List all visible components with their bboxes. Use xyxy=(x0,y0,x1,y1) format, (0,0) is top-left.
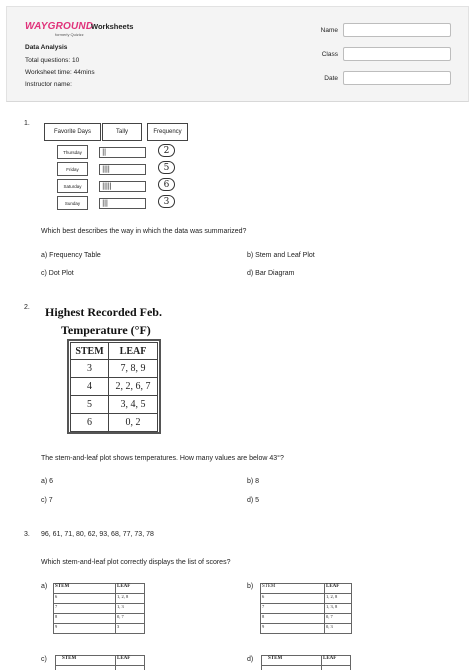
q1-frequency-circle: 6 xyxy=(158,178,175,191)
q3b-leaf-cell: 0, 3 xyxy=(325,624,352,634)
q3b-stem-cell: 8 xyxy=(261,614,325,624)
q2-leaf-cell: 2, 2, 6, 7 xyxy=(109,378,158,396)
q3a-stem-cell: 9 xyxy=(54,624,116,634)
q3b-stem-cell: 6 xyxy=(261,594,325,604)
wayground-logo xyxy=(25,20,94,40)
q1-option-c[interactable]: c) Dot Plot xyxy=(41,270,74,277)
q3a-stem-cell: 7 xyxy=(54,604,116,614)
q3-option-a-table[interactable] xyxy=(53,583,145,634)
date-label: Date xyxy=(324,75,338,82)
q1-header-tally: Tally xyxy=(102,123,142,141)
q3-question-text: Which stem-and-leaf plot correctly displays the list of scores? xyxy=(41,559,231,566)
q1-tally-cell: |||| xyxy=(99,164,146,175)
q3-option-b-table[interactable] xyxy=(260,583,352,634)
name-field[interactable] xyxy=(343,23,451,37)
q3a-stem-cell: 8 xyxy=(54,614,116,624)
q3b-header-stem: STEM xyxy=(261,584,325,594)
q2-option-c[interactable]: c) 7 xyxy=(41,497,53,504)
q1-header-frequency: Frequency xyxy=(147,123,188,141)
worksheet-header xyxy=(6,6,469,102)
q3a-leaf-cell: 0, 7 xyxy=(116,614,145,624)
q2-header-stem: STEM xyxy=(71,343,109,360)
q1-day-cell: Friday xyxy=(57,162,88,176)
q3-option-b-label[interactable]: b) xyxy=(247,583,254,590)
q1-day-cell: Saturday xyxy=(57,179,88,193)
q2-number: 2. xyxy=(24,304,30,311)
q2-stem-cell: 3 xyxy=(71,360,109,378)
q1-header-days: Favorite Days xyxy=(44,123,101,141)
q1-day-cell: Thursday xyxy=(57,145,88,159)
worksheet-title: Data Analysis xyxy=(25,44,68,51)
logo-subtext: formerly Quizizz xyxy=(55,32,84,37)
worksheet-time: Worksheet time: 44mins xyxy=(25,69,95,76)
q3-option-a-label[interactable]: a) xyxy=(41,583,48,590)
q1-number: 1. xyxy=(24,120,30,127)
q3b-leaf-cell: 1, 3, 8 xyxy=(325,604,352,614)
q3b-stem-cell: 7 xyxy=(261,604,325,614)
q2-chart-title-line1: Highest Recorded Feb. xyxy=(45,305,162,319)
q3b-leaf-cell: 0, 7 xyxy=(325,614,352,624)
q3-option-c-label[interactable]: c) xyxy=(41,656,47,663)
name-label: Name xyxy=(320,27,338,34)
q2-option-d[interactable]: d) 5 xyxy=(247,497,260,504)
q2-leaf-cell: 3, 4, 5 xyxy=(109,396,158,414)
q1-frequency-circle: 2 xyxy=(158,144,175,157)
q2-stem-cell: 5 xyxy=(71,396,109,414)
q3b-stem-cell: 9 xyxy=(261,624,325,634)
q1-question-text: Which best describes the way in which the data was summarized? xyxy=(41,228,247,235)
logo-text: WAYGROUND xyxy=(25,21,94,32)
q2-option-b[interactable]: b) 8 xyxy=(247,478,260,485)
q2-header-leaf: LEAF xyxy=(109,343,158,360)
q3a-leaf-cell: 1, 3 xyxy=(116,604,145,614)
q3b-leaf-cell: 1, 2, 8 xyxy=(325,594,352,604)
q1-option-a[interactable]: a) Frequency Table xyxy=(41,252,101,259)
q3c-header-leaf: LEAF xyxy=(116,656,145,666)
q3a-stem-cell: 6 xyxy=(54,594,116,604)
q1-tally-cell: ||||| xyxy=(99,181,146,192)
q3d-header-stem: STEM xyxy=(262,656,322,666)
q2-leaf-cell: 7, 8, 9 xyxy=(109,360,158,378)
q2-stem-cell: 6 xyxy=(71,414,109,432)
q3-option-c-table[interactable] xyxy=(55,655,145,670)
q1-frequency-circle: 5 xyxy=(158,161,175,174)
q3d-header-leaf: LEAF xyxy=(322,656,351,666)
q1-tally-cell: || xyxy=(99,147,146,158)
instructor-name: Instructor name: xyxy=(25,81,72,88)
class-label: Class xyxy=(321,51,338,58)
q1-option-b[interactable]: b) Stem and Leaf Plot xyxy=(247,252,315,259)
q3a-leaf-cell: 1, 2, 8 xyxy=(116,594,145,604)
q1-day-cell: Sunday xyxy=(57,196,88,210)
q3-option-d-label[interactable]: d) xyxy=(247,656,254,663)
worksheets-label: Worksheets xyxy=(91,22,134,31)
class-field[interactable] xyxy=(343,47,451,61)
q2-stem-leaf-table xyxy=(70,342,158,432)
q2-leaf-cell: 0, 2 xyxy=(109,414,158,432)
date-field[interactable] xyxy=(343,71,451,85)
q1-tally-cell: ||| xyxy=(99,198,146,209)
q1-option-d[interactable]: d) Bar Diagram xyxy=(247,270,295,277)
q3a-header-leaf: LEAF xyxy=(116,584,145,594)
q3b-header-leaf: LEAF xyxy=(325,584,352,594)
q1-frequency-circle: 3 xyxy=(158,195,175,208)
q3-score-list: 96, 61, 71, 80, 62, 93, 68, 77, 73, 78 xyxy=(41,531,154,538)
q2-option-a[interactable]: a) 6 xyxy=(41,478,54,485)
q2-chart-title-line2: Temperature (°F) xyxy=(61,323,151,337)
q2-question-text: The stem-and-leaf plot shows temperatures. How many values are below 43°? xyxy=(41,455,284,462)
q3a-header-stem: STEM xyxy=(54,584,116,594)
total-questions: Total questions: 10 xyxy=(25,57,80,64)
q3a-leaf-cell: 3 xyxy=(116,624,145,634)
q3c-header-stem: STEM xyxy=(56,656,116,666)
q3-option-d-table[interactable] xyxy=(261,655,351,670)
q3-number: 3. xyxy=(24,531,30,538)
q2-stem-cell: 4 xyxy=(71,378,109,396)
